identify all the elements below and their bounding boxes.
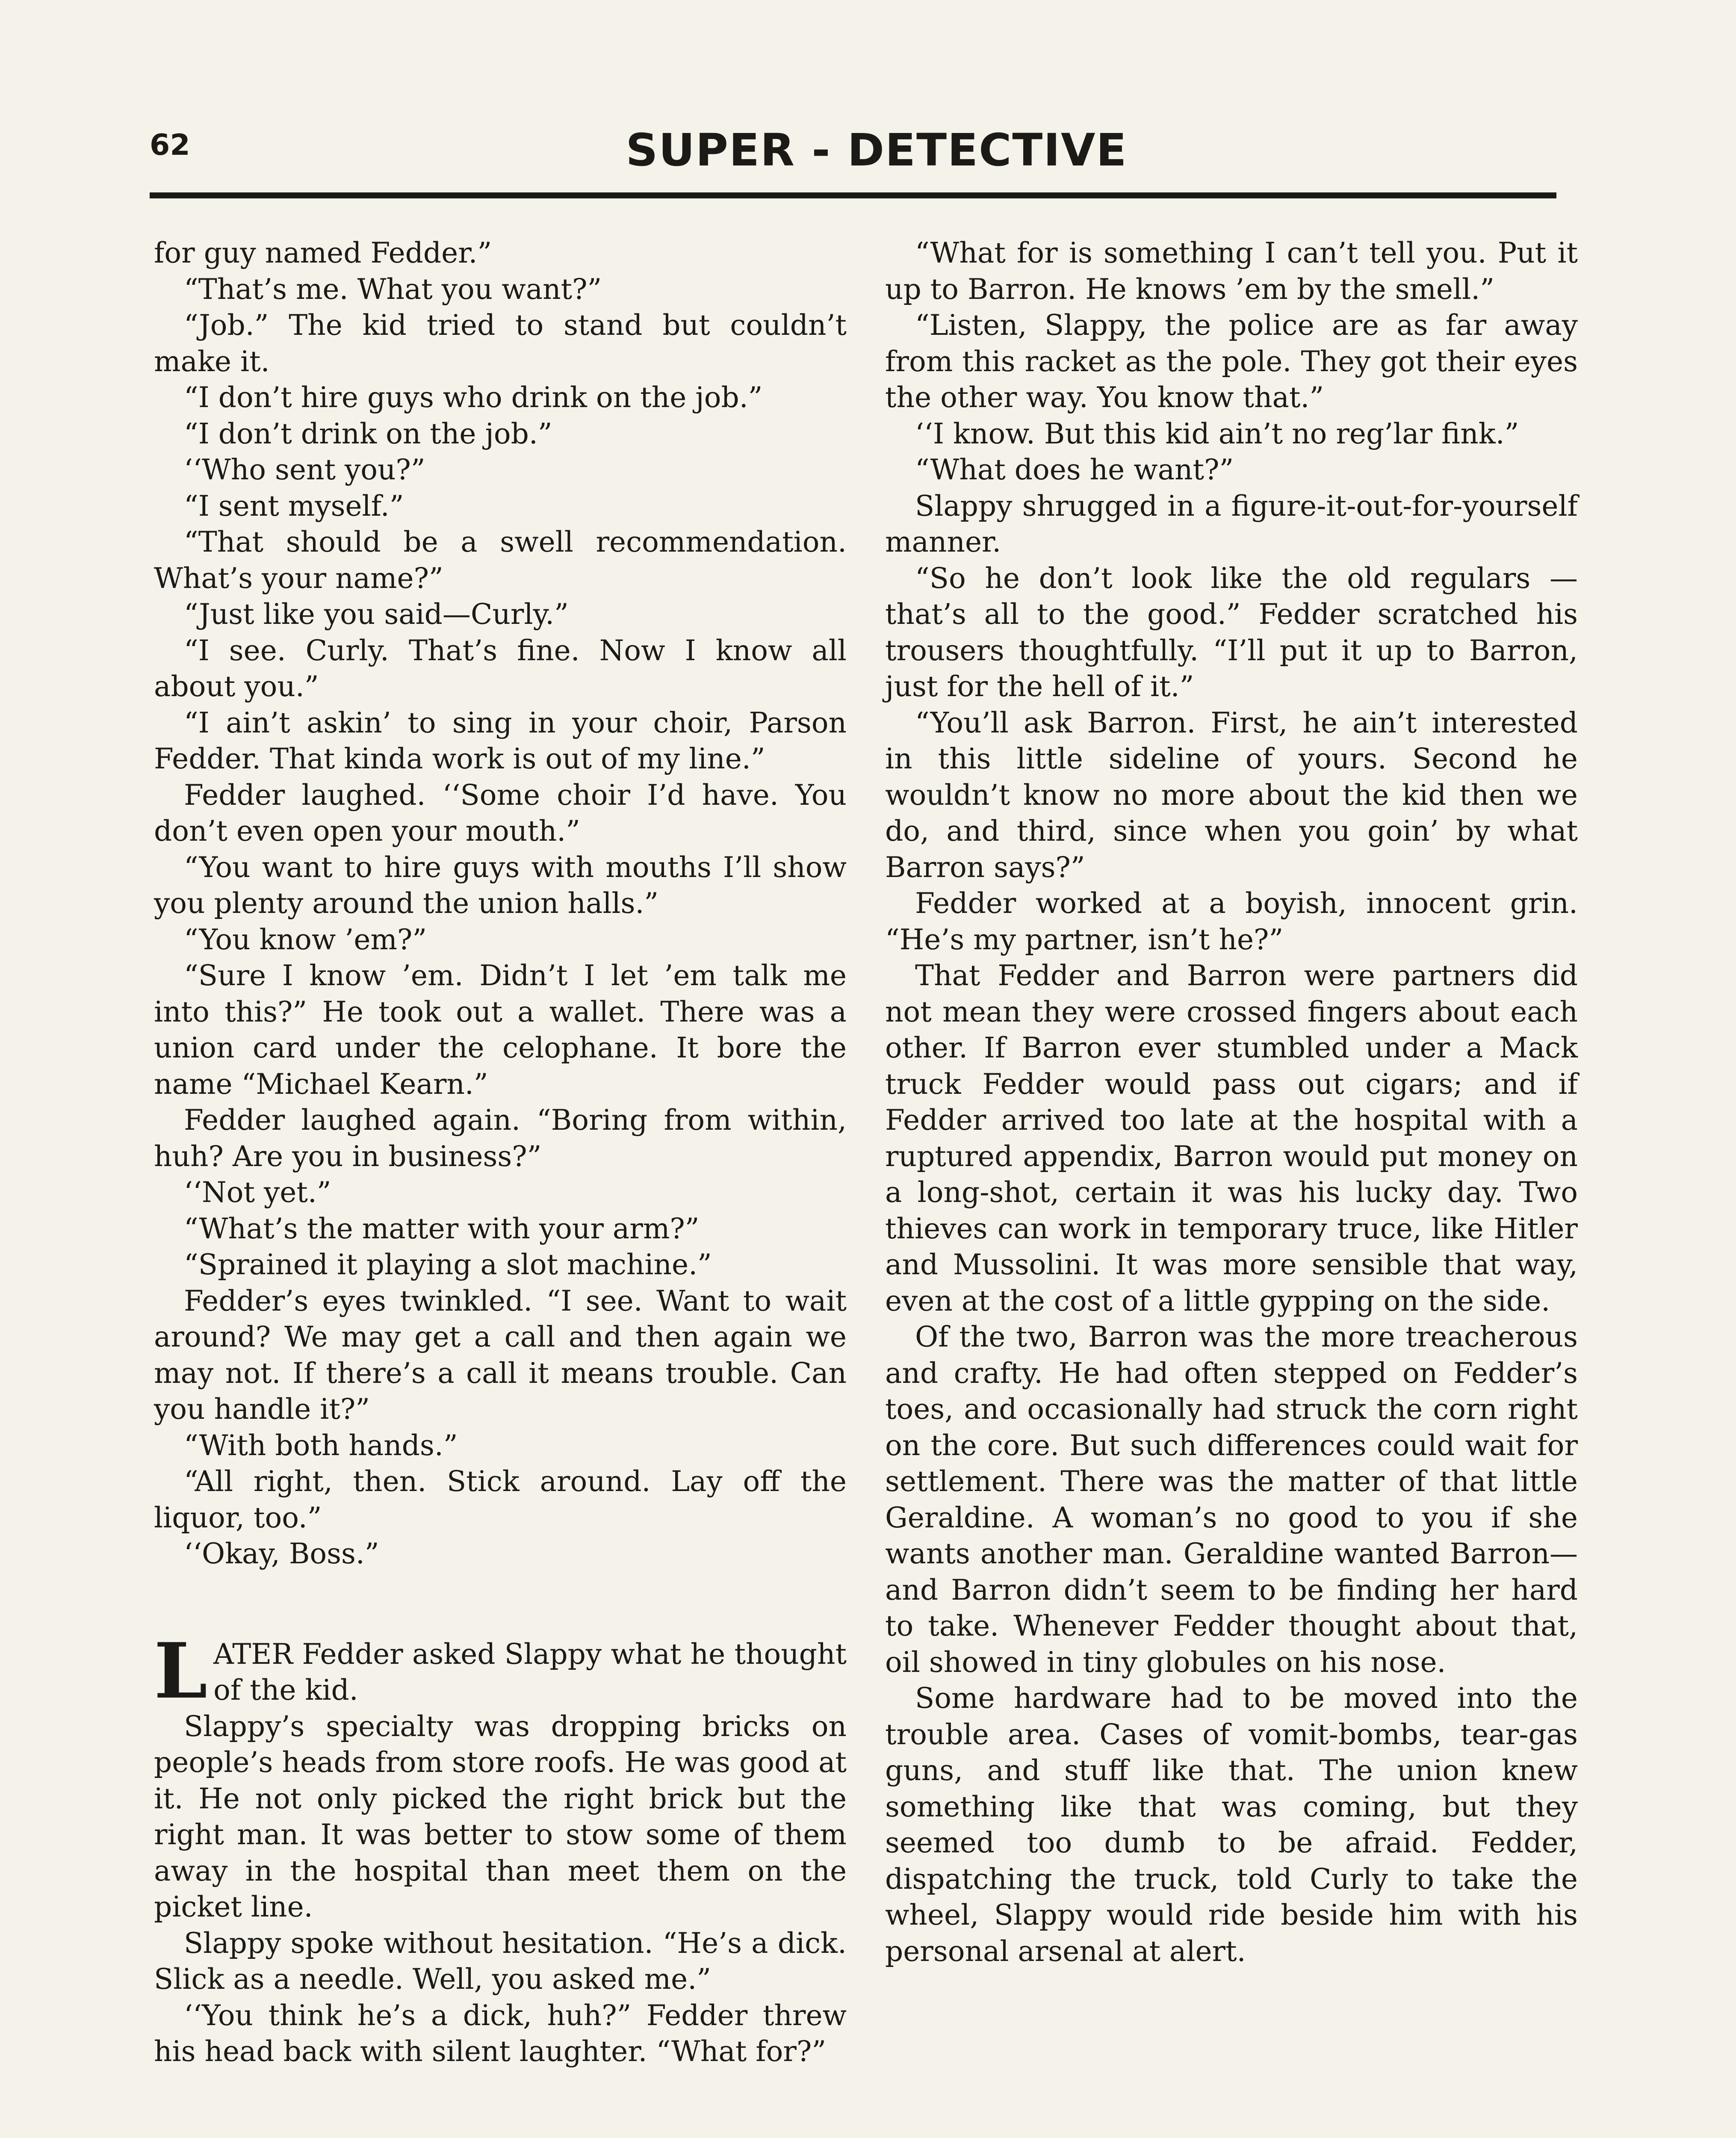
paragraph: ‘‘You think he’s a dick, huh?” Fedder threw his head back with silent laughter. “What for?” [154,1999,847,2068]
section-opening-paragraph [154,1626,847,1716]
paragraph: “Listen, Slappy, the police are as far away from this racket as the pole. They got their eyes the other way. You know that.” [885,309,1578,414]
paragraph: Fedder’s eyes twinkled. “I see. Want to wait around? We may get a call and then again we may not. If there’s a call it means trouble. Can you handle it?” [154,1284,847,1426]
paragraph: Fedder worked at a boyish, innocent grin. “He’s my partner, isn’t he?” [885,887,1578,956]
paragraph: “That’s me. What you want?” [184,272,602,306]
running-head: SUPER - DETECTIVE [626,124,1128,176]
paragraph: “With both hands.” [184,1429,458,1462]
paragraph: “I see. Curly. That’s fine. Now I know all about you.” [154,634,847,703]
paragraph: “Just like you said—Curly.” [184,598,569,631]
paragraph: “Job.” The kid tried to stand but couldn’t make it. [154,309,847,378]
paragraph: “I don’t drink on the job.” [184,417,552,450]
paragraph: “So he don’t look like the old regulars —that’s all to the good.” Fedder scratched his trousers thoughtfully. “I’ll put it up to Barron, just for the hell of it.” [885,561,1578,703]
header-rule [150,192,1556,198]
paragraph: “You want to hire guys with mouths I’ll show you plenty around the union halls.” [154,850,847,920]
paragraph: “Sprained it playing a slot machine.” [184,1248,712,1281]
drop-cap-word-rest: ATER [213,1637,293,1671]
paragraph: Of the two, Barron was the more treacherous and crafty. He had often stepped on Fedder’s toes, and occasionally had struck the corn right on the core. But such differences could wait for settlement. There was the matter of that little Geraldine. A woman’s no good to you if she wants another man. Geraldine wanted Barron—and Barron didn’t seem to be finding her hard to take. Whenever Fedder thought about that, oil showed in tiny globules on his nose. [885,1320,1578,1679]
paragraph: “I sent myself.” [184,489,404,523]
paragraph: “What’s the matter with your arm?” [184,1212,700,1245]
paragraph: “I ain’t askin’ to sing in your choir, Parson Fedder. That kinda work is out of my line.” [154,706,847,775]
page-number: 62 [150,128,190,162]
paragraph: “What for is something I can’t tell you. Put it up to Barron. He knows ’em by the smell.” [885,236,1578,306]
paragraph: Slappy spoke without hesitation. “He’s a dick. Slick as a needle. Well, you asked me.” [154,1926,847,1996]
paragraph: Slappy shrugged in a figure-it-out-for-yourself manner. [885,489,1578,558]
left-column [154,235,847,2070]
paragraph: ‘‘Not yet.” [184,1176,331,1209]
paragraph: “That should be a swell recommendation. What’s your name?” [154,526,847,595]
paragraph: ‘‘Okay, Boss.” [184,1537,379,1570]
paragraph: “You know ’em?” [184,923,427,956]
drop-cap: L [154,1626,208,1716]
section-break [154,1572,847,1636]
paragraph: That Fedder and Barron were partners did not mean they were crossed fingers about each other. If Barron ever stumbled under a Mack truck Fedder would pass out cigars; and if Fedder arrived too late at the hospital with a ruptured appendix, Barron would put money on a long-shot, certain it was his lucky day. Two thieves can work in temporary truce, like Hitler and Mussolini. It was more sensible that way, even at the cost of a little gypping on the side. [885,959,1578,1317]
paragraph: “Sure I know ’em. Didn’t I let ’em talk me into this?” He took out a wallet. There was a union card under the celophane. It bore the name “Michael Kearn.” [154,959,847,1101]
right-column [885,235,1578,1970]
section-opening-text: Fedder asked Slappy what he thought of the kid. [213,1637,847,1707]
paragraph: Slappy’s specialty was dropping bricks on people’s heads from store roofs. He was good at it. He not only picked the right brick but the right man. It was better to stow some of them away in the hospital than meet them on the picket line. [154,1710,847,1923]
paragraph: ‘‘Who sent you?” [184,453,425,486]
paragraph: ‘‘I know. But this kid ain’t no reg’lar fink.” [915,417,1519,450]
paragraph: Some hardware had to be moved into the trouble area. Cases of vomit-bombs, tear-gas guns, and stuff like that. The union knew something like that was coming, but they seemed too dumb to be afraid. Fedder, dispatching the truck, told Curly to take the wheel, Slappy would ride beside him with his personal arsenal at alert. [885,1682,1578,1968]
paragraph: Fedder laughed. ‘‘Some choir I’d have. You don’t even open your mouth.” [154,778,847,848]
paragraph: “I don’t hire guys who drink on the job.” [184,381,763,414]
paragraph: “You’ll ask Barron. First, he ain’t interested in this little sideline of yours. Second he wouldn’t know no more about the kid then we do, and third, since when you goin’ by what Barron says?” [885,706,1578,884]
paragraph: “All right, then. Stick around. Lay off the liquor, too.” [154,1465,847,1534]
paragraph: Fedder laughed again. “Boring from within, huh? Are you in business?” [154,1104,847,1173]
paragraph: for guy named Fedder.” [154,236,492,269]
paragraph: “What does he want?” [915,453,1234,486]
